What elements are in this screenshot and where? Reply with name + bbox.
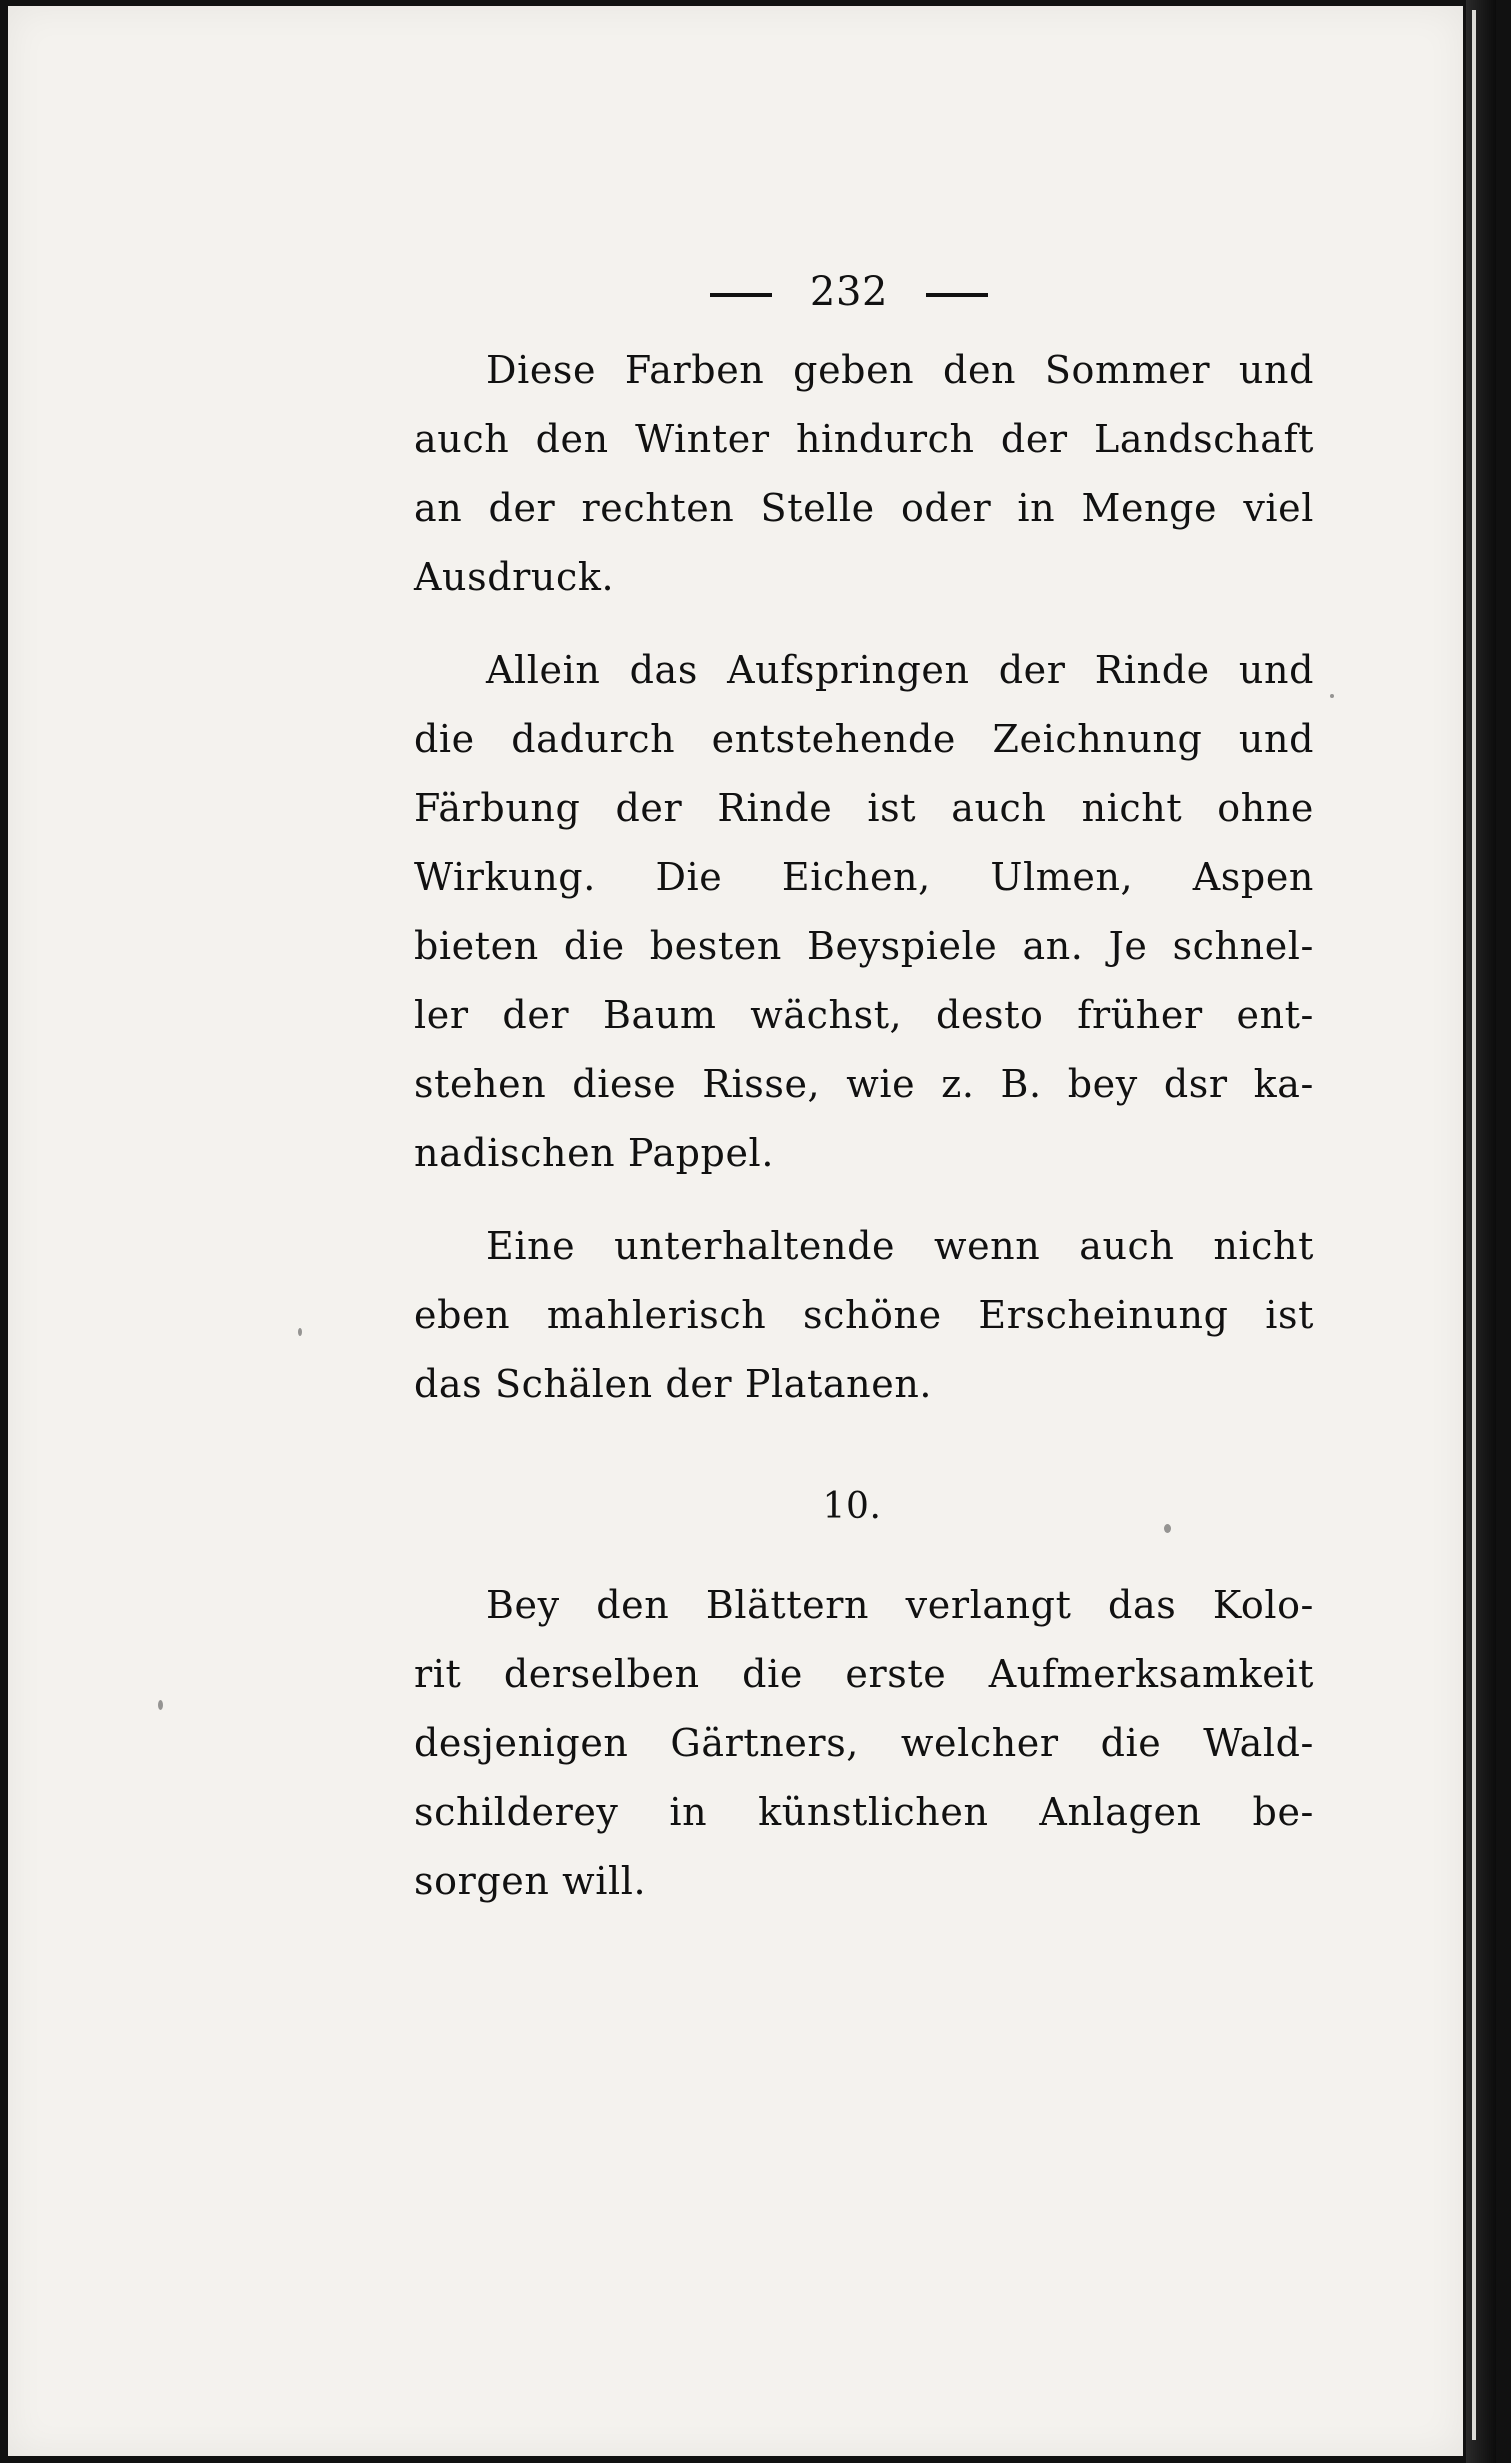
page-edge [1466,0,1496,2463]
text-line: Bey den Blättern verlangt das Kolo- [486,1583,1314,1627]
text-line: ler der Baum wächst, desto früher ent- [414,993,1314,1037]
text-line: Eine unterhaltende wenn auch nicht [486,1224,1314,1268]
header-dash-left [710,293,772,297]
text-line: Färbung der Rinde ist auch nicht ohne [414,786,1314,830]
paragraph [414,636,1314,1188]
page-text [414,262,1314,1916]
page-header [384,262,1314,322]
text-line: das Schälen der Platanen. [414,1362,933,1406]
text-line: desjenigen Gärtners, welcher die Wald- [414,1721,1314,1765]
text-line: eben mahlerisch schöne Erscheinung ist [414,1293,1314,1337]
section-number: 10. [822,1486,882,1527]
ink-speck [1330,694,1334,698]
page-number: 232 [809,269,889,315]
text-line: bieten die besten Beyspiele an. Je schnel- [414,924,1314,968]
text-line: Ausdruck. [414,555,615,599]
header-dash-right [926,293,988,297]
ink-speck [298,1328,302,1336]
text-line: schilderey in künstlichen Anlagen be- [414,1790,1314,1834]
paragraph [414,336,1314,612]
adjacent-page-edge [1472,10,1476,2440]
text-line: rit derselben die erste Aufmerksamkeit [414,1652,1314,1696]
text-line: auch den Winter hindurch der Landschaft [414,417,1314,461]
paragraph [414,1212,1314,1419]
text-line: die dadurch entstehende Zeichnung und [414,717,1314,761]
text-line: stehen diese Risse, wie z. B. bey dsr ka- [414,1062,1314,1106]
ink-speck [158,1700,163,1710]
text-line: Diese Farben geben den Sommer und [486,348,1314,392]
text-line: sorgen will. [414,1859,647,1903]
text-line: an der rechten Stelle oder in Menge viel [414,486,1314,530]
text-line: Wirkung. Die Eichen, Ulmen, Aspen [414,855,1314,899]
paragraph [414,1571,1314,1916]
text-line: nadischen Pappel. [414,1131,774,1175]
text-line: Allein das Aufspringen der Rinde und [486,648,1314,692]
